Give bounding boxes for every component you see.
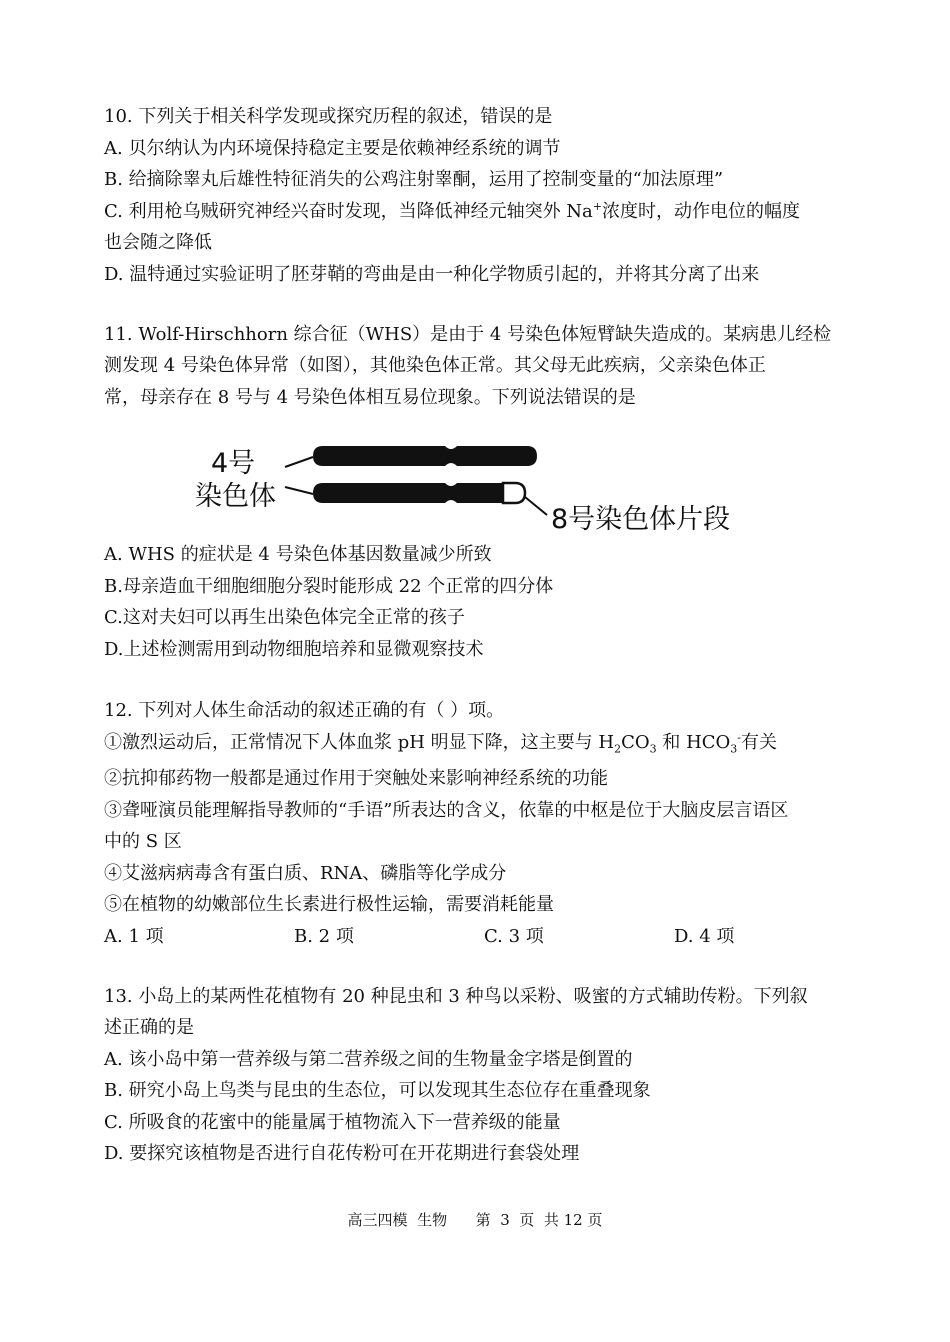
- q11-stem-1: 11. Wolf-Hirschhorn 综合征（WHS）是由于 4 号染色体短臂缺失造成的。某病患儿经检: [104, 324, 832, 345]
- q12-statement-5: ⑤在植物的幼嫩部位生长素进行极性运输，需要消耗能量: [104, 894, 554, 915]
- q12-option-d: D. 4 项: [674, 926, 735, 947]
- q12-stem: 12. 下列对人体生命活动的叙述正确的有（ ）项。: [104, 700, 505, 721]
- q11-option-d: D.上述检测需用到动物细胞培养和显微观察技术: [104, 639, 484, 660]
- q12-statement-3-cont: 中的 S 区: [104, 831, 182, 852]
- q10-stem: 10. 下列关于相关科学发现或探究历程的叙述，错误的是: [104, 106, 553, 127]
- q12-s1-sub: 2: [614, 742, 622, 756]
- q10-c-sup: +: [592, 200, 602, 213]
- q13-stem-1: 13. 小岛上的某两性花植物有 20 种昆虫和 3 种鸟以采粉、吸蜜的方式辅助传粉。下列叙: [104, 986, 808, 1007]
- q12-s1-text-4: 有关: [741, 732, 778, 753]
- figure-pointer-lower: [285, 487, 313, 494]
- q12-s1-text: ①激烈运动后，正常情况下人体血浆 pH 明显下降，这主要与 H: [104, 732, 615, 753]
- chromosome-4-normal: [313, 446, 537, 466]
- q10-c-text-2: 浓度时，动作电位的幅度: [602, 201, 800, 222]
- q13-stem-2: 述正确的是: [104, 1017, 194, 1038]
- q13-option-c: C. 所吸食的花蜜中的能量属于植物流入下一营养级的能量: [104, 1112, 561, 1133]
- q12-statement-4: ④艾滋病病毒含有蛋白质、RNA、磷脂等化学成分: [104, 863, 507, 884]
- q13-option-b: B. 研究小岛上鸟类与昆虫的生态位，可以发现其生态位存在重叠现象: [104, 1080, 651, 1101]
- figure-label-4-chromosome: 染色体: [195, 481, 276, 512]
- q10-option-a: A. 贝尔纳认为内环境保持稳定主要是依赖神经系统的调节: [104, 138, 561, 159]
- figure-pointer-fragment: [525, 497, 547, 515]
- q12-s1-sub-2: 3: [649, 742, 657, 756]
- chromosome-8-fragment: [503, 483, 525, 503]
- q12-statement-2: ②抗抑郁药物一般都是通过作用于突触处来影响神经系统的功能: [104, 768, 608, 789]
- q10-c-text: C. 利用枪乌贼研究神经兴奋时发现，当降低神经元轴突外 Na: [104, 201, 593, 222]
- q12-s1-sub-3: 3: [730, 742, 738, 756]
- q10-option-c-cont: 也会随之降低: [104, 232, 212, 253]
- chromosome-4-abnormal: [313, 483, 503, 503]
- figure-pointer-upper: [285, 457, 313, 467]
- q12-s1-text-3: 和 HCO: [656, 732, 731, 753]
- q11-option-c: C.这对夫妇可以再生出染色体完全正常的孩子: [104, 607, 465, 628]
- q12-s1-sup: -: [737, 731, 742, 744]
- q10-option-b: B. 给摘除睾丸后雄性特征消失的公鸡注射睾酮，运用了控制变量的“加法原理”: [104, 169, 724, 190]
- q12-statement-3: ③聋哑演员能理解指导教师的“手语”所表达的含义，依靠的中枢是位于大脑皮层言语区: [104, 800, 789, 821]
- q11-stem-2: 测发现 4 号染色体异常（如图），其他染色体正常。其父母无此疾病，父亲染色体正: [104, 355, 766, 376]
- chromosome-figure: [195, 435, 765, 540]
- q12-statement-1: [104, 730, 864, 756]
- figure-label-8-fragment: 8号染色体片段: [551, 504, 731, 535]
- page-footer: 高三四模 生物 第 3 页 共 12 页: [347, 1211, 603, 1229]
- figure-label-4-number: 4号: [211, 448, 256, 479]
- q13-option-d: D. 要探究该植物是否进行自花传粉可在开花期进行套袋处理: [104, 1143, 580, 1164]
- q11-stem-3: 常，母亲存在 8 号与 4 号染色体相互易位现象。下列说法错误的是: [104, 387, 636, 408]
- q12-s1-text-2: CO: [621, 732, 650, 753]
- q12-options: [104, 924, 864, 950]
- q12-option-c: C. 3 项: [484, 926, 544, 947]
- q11-option-b: B.母亲造血干细胞细胞分裂时能形成 22 个正常的四分体: [104, 576, 554, 597]
- q10-option-d: D. 温特通过实验证明了胚芽鞘的弯曲是由一种化学物质引起的，并将其分离了出来: [104, 264, 760, 285]
- q12-option-a: A. 1 项: [104, 926, 164, 947]
- q13-option-a: A. 该小岛中第一营养级与第二营养级之间的生物量金字塔是倒置的: [104, 1049, 633, 1070]
- q12-option-b: B. 2 项: [294, 926, 354, 947]
- q11-option-a: A. WHS 的症状是 4 号染色体基因数量减少所致: [104, 544, 492, 565]
- q10-option-c: [104, 199, 864, 225]
